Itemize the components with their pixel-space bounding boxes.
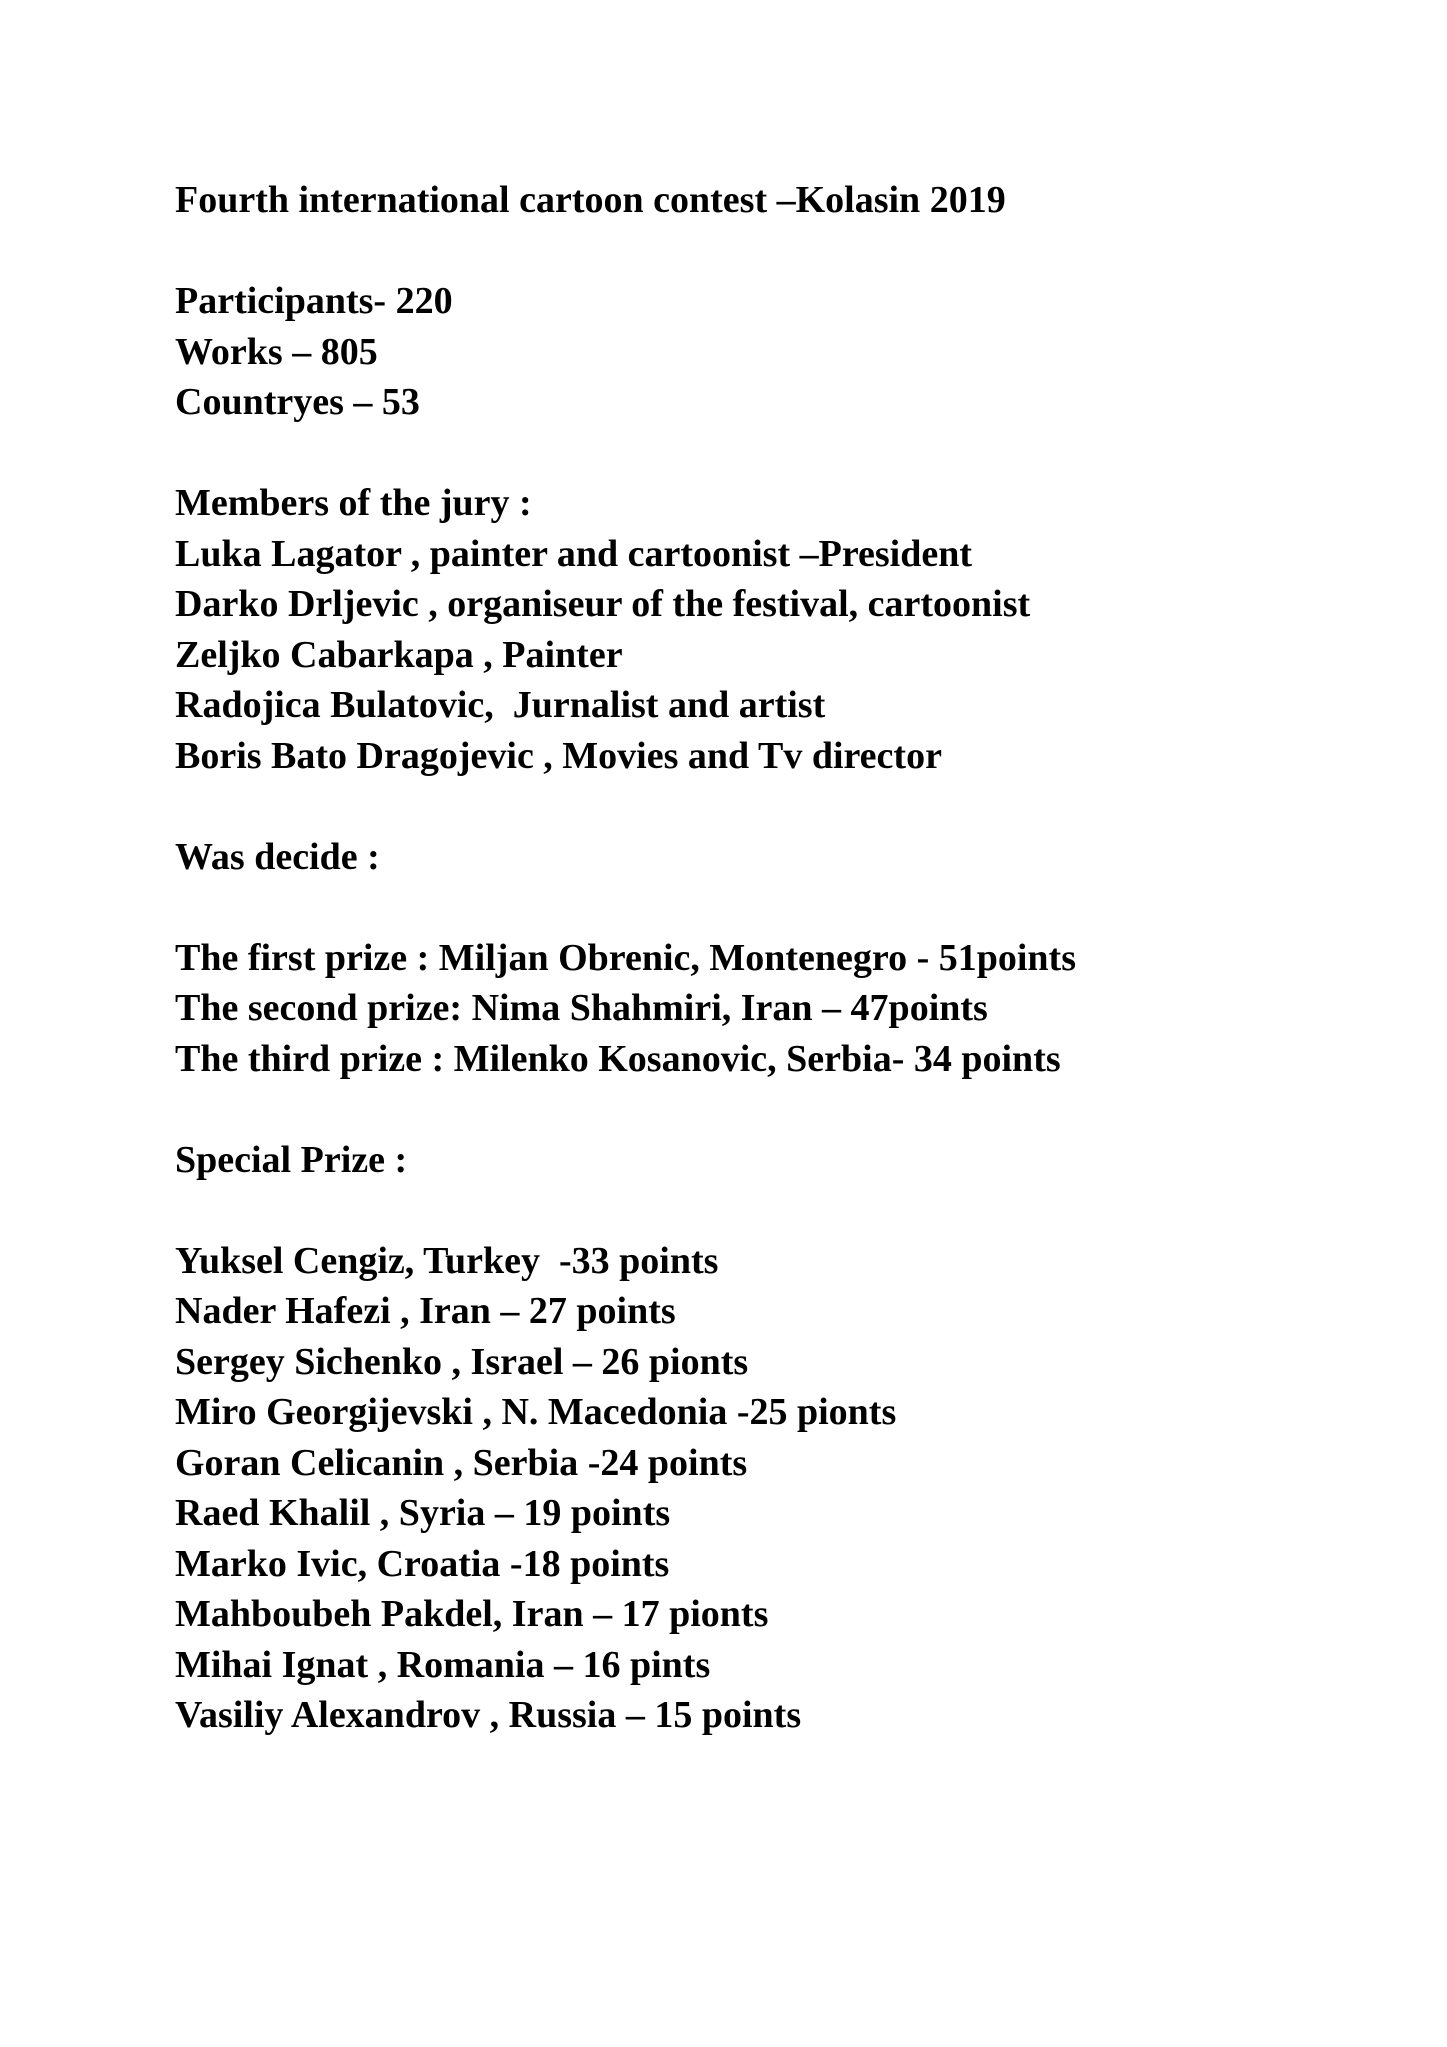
prize-first: The first prize : Miljan Obrenic, Montenegro - 51points [175, 936, 1076, 979]
stat-works: Works – 805 [175, 330, 378, 373]
spacer [175, 1084, 1355, 1135]
prizes-block [175, 933, 1355, 1085]
jury-block [175, 478, 1355, 781]
special-winner: Miro Georgijevski , N. Macedonia -25 pionts [175, 1391, 897, 1433]
special-winner: Yuksel Cengiz, Turkey -33 points [175, 1239, 719, 1282]
jury-heading: Members of the jury : [175, 482, 532, 524]
prize-second: The second prize: Nima Shahmiri, Iran – 47points [175, 987, 988, 1029]
jury-member: Zeljko Cabarkapa , Painter [175, 633, 623, 676]
spacer [175, 428, 1355, 479]
decision-heading: Was decide : [175, 835, 380, 878]
special-winner: Nader Hafezi , Iran – 27 points [175, 1290, 676, 1332]
document-title: Fourth international cartoon contest –Kolasin 2019 [175, 179, 1006, 221]
special-heading: Special Prize : [175, 1138, 408, 1181]
special-winner: Raed Khalil , Syria – 19 points [175, 1492, 671, 1534]
special-winner: Mahboubeh Pakdel, Iran – 17 pionts [175, 1593, 769, 1635]
jury-member: Luka Lagator , painter and cartoonist –President [175, 532, 972, 575]
stat-participants: Participants- 220 [175, 280, 453, 322]
special-winner: Goran Celicanin , Serbia -24 points [175, 1441, 748, 1484]
spacer [175, 882, 1355, 933]
stats-block [175, 276, 1355, 428]
special-winner: Vasiliy Alexandrov , Russia – 15 points [175, 1694, 802, 1736]
spacer [175, 1185, 1355, 1236]
spacer [175, 781, 1355, 832]
stat-countries: Countryes – 53 [175, 381, 420, 423]
special-winner: Sergey Sichenko , Israel – 26 pionts [175, 1340, 749, 1383]
jury-member: Boris Bato Dragojevic , Movies and Tv director [175, 734, 942, 777]
special-winner: Marko Ivic, Croatia -18 points [175, 1542, 670, 1585]
document-body [175, 175, 1355, 1741]
special-winners-list [175, 1236, 1355, 1741]
prize-third: The third prize : Milenko Kosanovic, Serbia- 34 points [175, 1037, 1061, 1080]
jury-member: Darko Drljevic , organiseur of the festival, cartoonist [175, 583, 1031, 625]
spacer [175, 226, 1355, 277]
special-winner: Mihai Ignat , Romania – 16 pints [175, 1643, 711, 1686]
jury-member: Radojica Bulatovic, Jurnalist and artist [175, 684, 826, 726]
